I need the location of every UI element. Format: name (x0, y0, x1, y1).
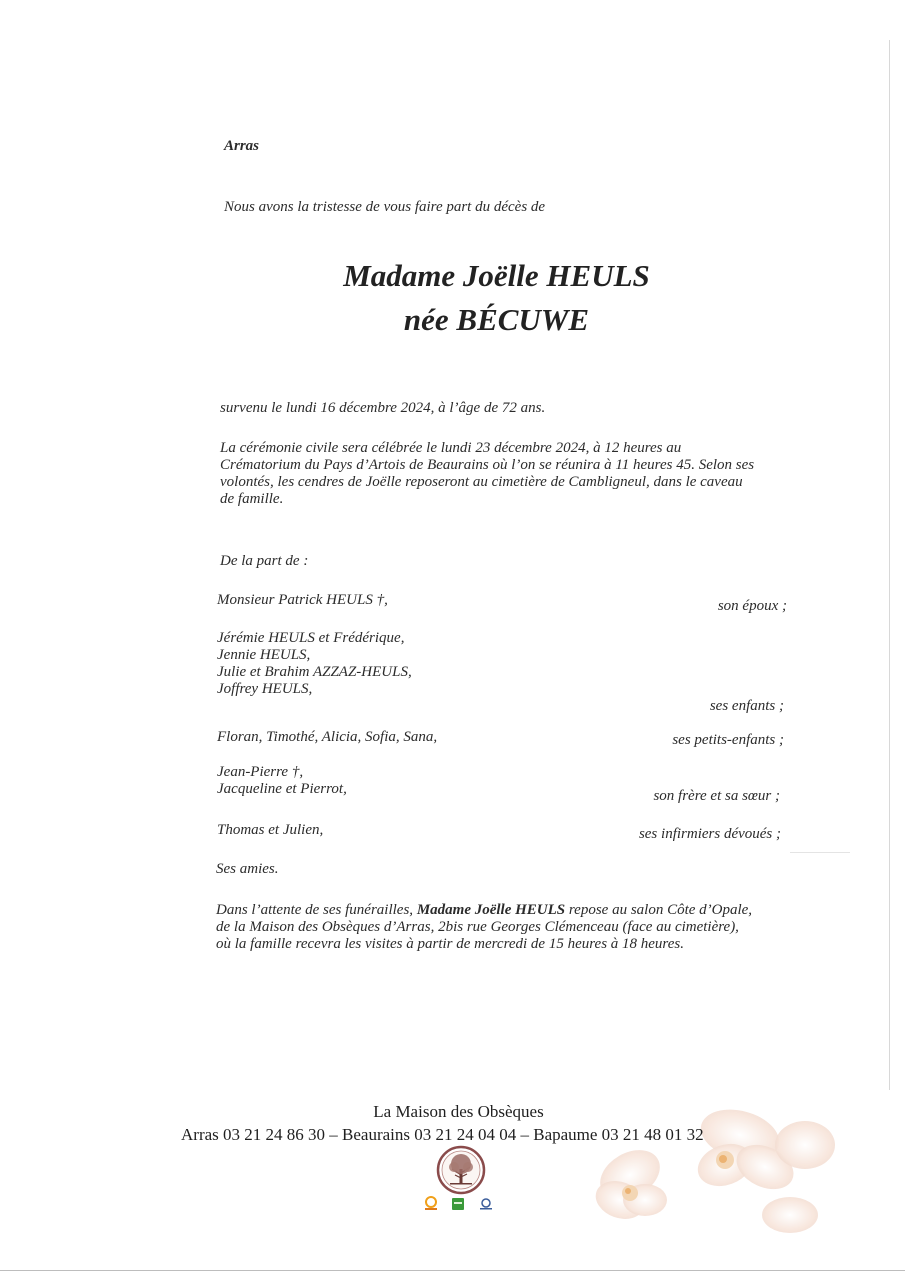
friends-text: Ses amies. (216, 861, 279, 877)
city-label: Arras (224, 138, 260, 154)
family-row-children (217, 630, 787, 715)
page-edge-bottom (0, 1270, 905, 1271)
page-edge-right (889, 40, 890, 1090)
deceased-maiden-name: née BÉCUWE (403, 302, 590, 337)
ceremony-paragraph (220, 440, 840, 508)
family-relation: ses infirmiers dévoués ; (638, 826, 781, 842)
company-phones: Arras 03 21 24 86 30 – Beaurains 03 21 24 04 04 – Bapaume 03 21 48 01 32 (181, 1125, 704, 1144)
family-names (217, 764, 347, 798)
family-names: Monsieur Patrick HEULS †, (217, 592, 388, 608)
family-intro: De la part de : (220, 553, 309, 569)
partner-logo-blue-icon (478, 1196, 494, 1212)
ceremony-line: de famille. (220, 491, 284, 507)
repose-paragraph (216, 902, 856, 953)
family-names: Thomas et Julien, (217, 822, 324, 838)
company-name: La Maison des Obsèques (373, 1102, 544, 1121)
family-names (217, 630, 412, 698)
partner-logo-green-icon (450, 1196, 466, 1212)
family-name-line: Jérémie HEULS et Frédérique, (217, 630, 405, 646)
repose-suffix: repose au salon Côte d’Opale, (568, 902, 753, 918)
family-row-siblings (217, 764, 787, 804)
scan-line (790, 852, 850, 853)
intro-text: Nous avons la tristesse de vous faire part du décès de (224, 199, 546, 215)
family-relation: ses petits-enfants ; (672, 732, 784, 748)
repose-line (216, 902, 856, 919)
tree-logo-icon (436, 1145, 486, 1195)
ceremony-line: Crématorium du Pays d’Artois de Beaurains où l’on se réunira à 11 heures 45. Selon ses (220, 457, 755, 473)
family-name-line: Joffrey HEULS, (217, 681, 313, 697)
repose-line: où la famille recevra les visites à partir de mercredi de 15 heures à 18 heures. (216, 936, 684, 952)
family-name-line: Julie et Brahim AZZAZ-HEULS, (217, 664, 412, 680)
repose-prefix: Dans l’attente de ses funérailles, (216, 902, 414, 918)
family-row-spouse (217, 592, 787, 614)
family-relation: son frère et sa sœur ; (653, 788, 780, 804)
ceremony-line: volontés, les cendres de Joëlle reposeront au cimetière de Cambligneul, dans le caveau (220, 474, 743, 490)
partner-logo-orange-icon (423, 1196, 439, 1212)
repose-line: de la Maison des Obsèques d’Arras, 2bis rue Georges Clémenceau (face au cimetière), (216, 919, 739, 935)
ceremony-line: La cérémonie civile sera célébrée le lundi 23 décembre 2024, à 12 heures au (220, 440, 682, 456)
family-name-line: Jennie HEULS, (217, 647, 311, 663)
family-names: Floran, Timothé, Alicia, Sofia, Sana, (217, 729, 438, 745)
deceased-name: Madame Joëlle HEULS (343, 258, 650, 293)
family-relation: son époux ; (717, 598, 787, 614)
family-row-nurses (217, 822, 787, 842)
family-name-line: Jean-Pierre †, (217, 764, 304, 780)
family-row-grandchildren (217, 729, 787, 746)
family-name-line: Jacqueline et Pierrot, (217, 781, 347, 797)
repose-name: Madame Joëlle HEULS (416, 902, 566, 918)
family-relation: ses enfants ; (709, 698, 784, 714)
death-date-text: survenu le lundi 16 décembre 2024, à l’âge de 72 ans. (220, 400, 546, 416)
